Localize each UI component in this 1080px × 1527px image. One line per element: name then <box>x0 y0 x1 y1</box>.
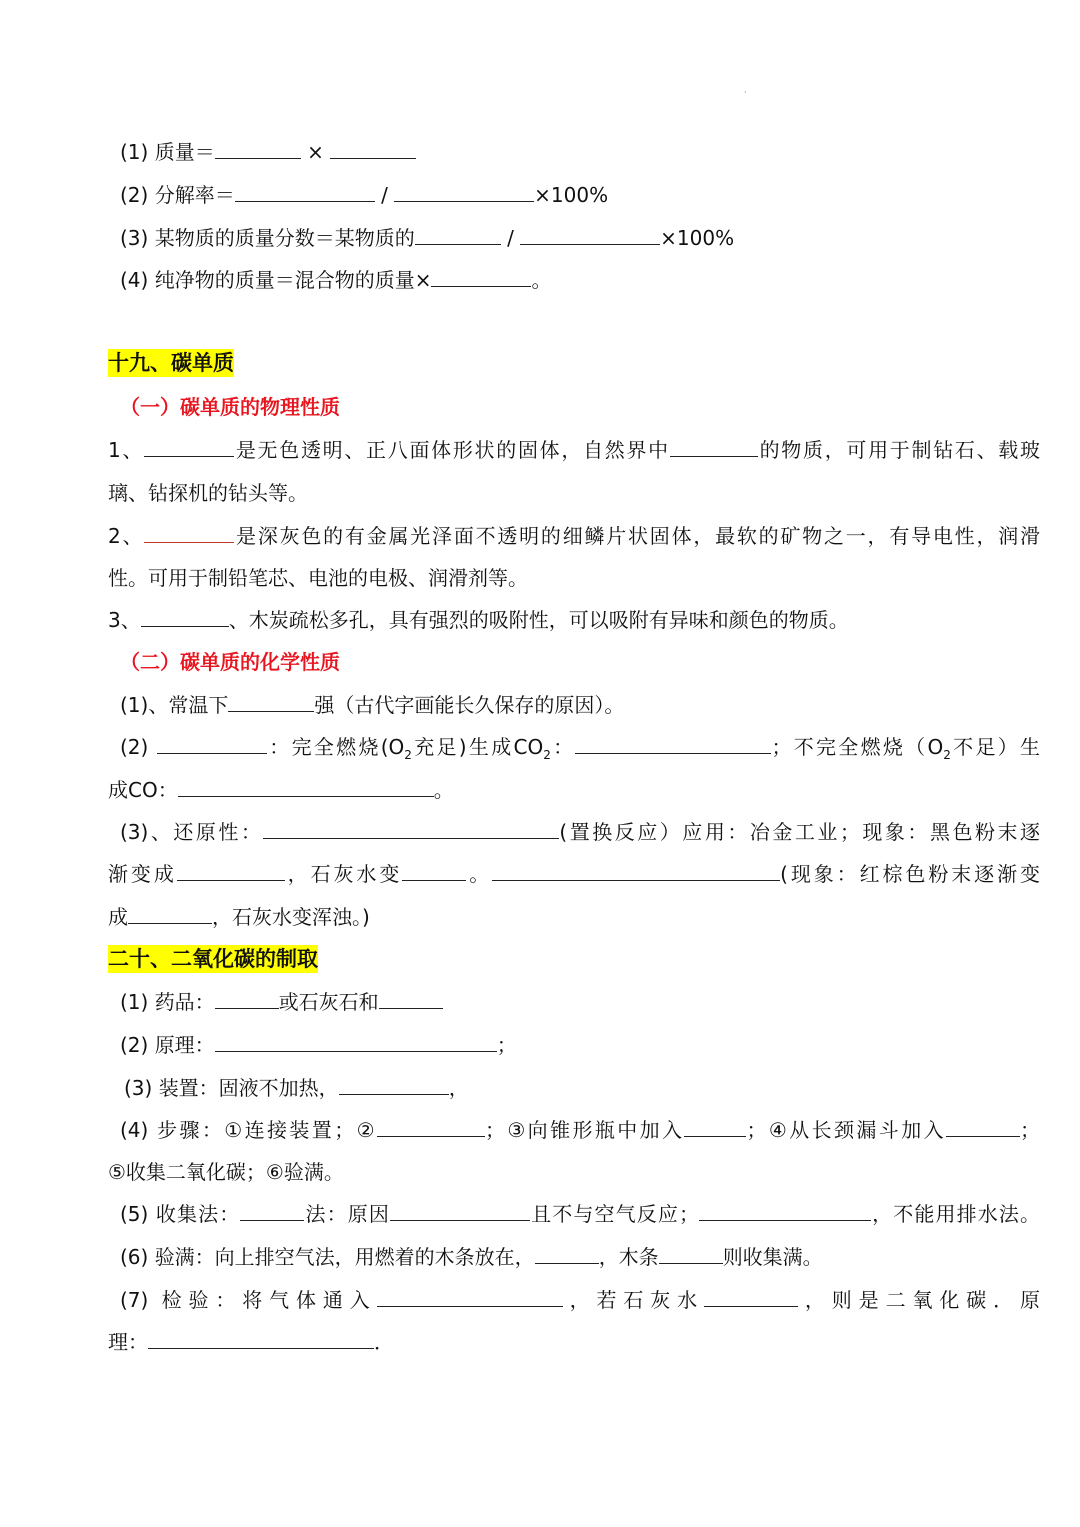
item-text: ；不完全燃烧（O <box>771 735 944 759</box>
item-text: (3) 装置：固液不加热， <box>124 1076 339 1100</box>
formula-pure-mass <box>120 266 1040 294</box>
blank[interactable] <box>263 820 559 839</box>
item-text: 是无色透明、正八面体形状的固体，自然界中 <box>234 438 670 462</box>
formula-mass <box>120 138 1040 166</box>
section-20-heading <box>108 945 1040 973</box>
co2-steps-line-1 <box>120 1116 1040 1144</box>
item-text: (2) <box>120 735 149 759</box>
blank[interactable] <box>946 1118 1020 1137</box>
slash: / <box>381 183 388 207</box>
blank[interactable] <box>431 268 531 287</box>
section-title: 十九、碳单质 <box>108 351 234 375</box>
blank[interactable] <box>535 1245 599 1264</box>
item-text: 且不与空气反应； <box>529 1202 699 1226</box>
item-text: ，若石灰水 <box>562 1288 705 1312</box>
blank[interactable] <box>394 183 534 202</box>
blank[interactable] <box>177 862 285 881</box>
item-text: 成CO： <box>108 778 178 802</box>
chem-reduction-line-1 <box>120 818 1040 846</box>
formula-mass-fraction <box>120 224 1040 252</box>
blank[interactable] <box>228 693 314 712</box>
co2-test-line-2 <box>108 1328 1040 1356</box>
blank[interactable] <box>144 438 234 457</box>
co2-principle <box>120 1031 1040 1059</box>
blank[interactable] <box>379 990 443 1009</box>
item-text: (4) 步骤：①连接装置；② <box>120 1118 377 1142</box>
item-text: (5) 收集法： <box>120 1202 241 1226</box>
item-text: 强（古代字画能长久保存的原因）。 <box>314 693 625 717</box>
percent-tail: ×100% <box>660 226 735 250</box>
item-text: (现象：红棕色粉末逐渐变 <box>780 862 1041 886</box>
blank[interactable] <box>670 438 758 457</box>
times-sign: × <box>307 140 324 164</box>
item-text: ； <box>1020 1118 1041 1142</box>
blank[interactable] <box>157 735 267 754</box>
co2-collection <box>120 1200 1040 1228</box>
blank[interactable] <box>575 735 771 754</box>
subscript: 2 <box>943 748 951 762</box>
formula-text: 分解率＝ <box>154 183 235 207</box>
item-text: 渐变成 <box>108 862 177 886</box>
formula-decomposition-rate <box>120 181 1040 209</box>
item-text: ：完全燃烧(O <box>267 735 405 759</box>
item-text: 璃、钻探机的钻头等。 <box>108 481 308 505</box>
blank[interactable] <box>240 1202 304 1221</box>
blank[interactable] <box>492 862 780 881</box>
blank[interactable] <box>377 1118 485 1137</box>
item-text: ， <box>448 1076 469 1100</box>
blank[interactable] <box>402 862 466 881</box>
blank[interactable] <box>178 778 434 797</box>
item-1-line-2 <box>108 479 1040 507</box>
co2-test-line-1 <box>120 1286 1040 1314</box>
item-3 <box>108 606 1040 634</box>
item-text: (7) 检验：将气体通入 <box>120 1288 377 1312</box>
subscript: 2 <box>404 748 412 762</box>
blank[interactable] <box>704 1288 798 1307</box>
blank[interactable] <box>215 140 301 159</box>
chem-reduction-line-2 <box>108 860 1040 888</box>
item-text: 是深灰色的有金属光泽面不透明的细鳞片状固体，最软的矿物之一，有导电性，润滑 <box>234 524 1040 548</box>
item-number: 1、 <box>108 438 145 462</box>
formula-number: (3) <box>120 226 149 250</box>
item-text: ，不能用排水法。 <box>871 1202 1041 1226</box>
blank[interactable] <box>377 1288 563 1307</box>
blank[interactable] <box>330 140 416 159</box>
period: 。 <box>466 862 493 886</box>
blank[interactable] <box>144 524 234 543</box>
subsection-physical-properties <box>120 393 1040 421</box>
blank[interactable] <box>659 1245 723 1264</box>
item-text: ： <box>550 735 576 759</box>
item-2-line-1 <box>108 522 1040 550</box>
subscript: 2 <box>543 748 551 762</box>
blank[interactable] <box>699 1202 871 1221</box>
subsection-title: （一）碳单质的物理性质 <box>120 395 340 419</box>
period: ． <box>374 1330 394 1354</box>
item-text: ，木条 <box>598 1245 659 1269</box>
blank[interactable] <box>141 608 229 627</box>
item-text: (1)、常温下 <box>120 693 229 717</box>
item-2-line-2 <box>108 564 1040 592</box>
formula-text: 某物质的质量分数＝某物质的 <box>154 226 415 250</box>
blank[interactable] <box>148 1330 374 1349</box>
item-text: 的物质，可用于制钻石、载玻 <box>757 438 1041 462</box>
item-text: 法：原因 <box>304 1202 390 1226</box>
slash: / <box>507 226 514 250</box>
item-text: ；④从长颈漏斗加入 <box>746 1118 947 1142</box>
chem-combustion-line-1 <box>120 733 1040 761</box>
item-number: 3、 <box>108 608 141 632</box>
blank[interactable] <box>520 226 660 245</box>
item-text: (6) 验满：向上排空气法，用燃着的木条放在， <box>120 1245 535 1269</box>
item-text: 成 <box>108 905 128 929</box>
blank[interactable] <box>235 183 375 202</box>
item-text: 充足)生成CO <box>411 735 544 759</box>
co2-reagents <box>120 988 1040 1016</box>
chem-stability <box>120 691 1040 719</box>
item-text: (1) 药品： <box>120 990 215 1014</box>
blank[interactable] <box>684 1118 746 1137</box>
formula-text: 质量＝ <box>154 140 215 164</box>
blank[interactable] <box>390 1202 530 1221</box>
co2-steps-line-2 <box>108 1158 1040 1186</box>
formula-number: (4) <box>120 268 149 292</box>
item-text: (2) 原理： <box>120 1033 215 1057</box>
blank[interactable] <box>415 226 501 245</box>
blank[interactable] <box>128 905 212 924</box>
item-text: 则收集满。 <box>722 1245 823 1269</box>
section-19-heading <box>108 349 1040 377</box>
co2-full-check <box>120 1243 1040 1271</box>
item-text: ⑤收集二氧化碳；⑥验满。 <box>108 1160 344 1184</box>
item-text: ，则是二氧化碳．原 <box>798 1288 1041 1312</box>
blank[interactable] <box>339 1076 449 1095</box>
item-text: ，石灰水变 <box>284 862 403 886</box>
stray-dot: · <box>744 88 747 97</box>
chem-combustion-line-2 <box>108 776 1040 804</box>
item-text: ； <box>496 1033 517 1057</box>
period: 。 <box>433 778 454 802</box>
item-text: 性。可用于制铅笔芯、电池的电极、润滑剂等。 <box>108 566 528 590</box>
item-text: 不足）生 <box>950 735 1041 759</box>
co2-apparatus <box>124 1074 1040 1102</box>
item-text: ；③向锥形瓶中加入 <box>484 1118 685 1142</box>
item-text: 或石灰石和 <box>278 990 379 1014</box>
item-text: (置换反应）应用：冶金工业；现象：黑色粉末逐 <box>559 820 1040 844</box>
subsection-title: （二）碳单质的化学性质 <box>120 650 340 674</box>
blank[interactable] <box>215 1033 497 1052</box>
item-text: (3)、还原性： <box>120 820 264 844</box>
item-1-line-1 <box>108 436 1040 464</box>
item-text: 、木炭疏松多孔，具有强烈的吸附性，可以吸附有异味和颜色的物质。 <box>228 608 849 632</box>
percent-tail: ×100% <box>534 183 609 207</box>
formula-number: (1) <box>120 140 149 164</box>
item-number: 2、 <box>108 524 145 548</box>
period: 。 <box>531 268 552 292</box>
formula-number: (2) <box>120 183 149 207</box>
formula-text: 纯净物的质量＝混合物的质量× <box>154 268 432 292</box>
subsection-chemical-properties <box>120 648 1040 676</box>
blank[interactable] <box>215 990 279 1009</box>
item-text: ，石灰水变浑浊。) <box>212 905 370 929</box>
chem-reduction-line-3 <box>108 903 1040 931</box>
item-text: 理： <box>108 1330 148 1354</box>
section-title: 二十、二氧化碳的制取 <box>108 947 318 971</box>
